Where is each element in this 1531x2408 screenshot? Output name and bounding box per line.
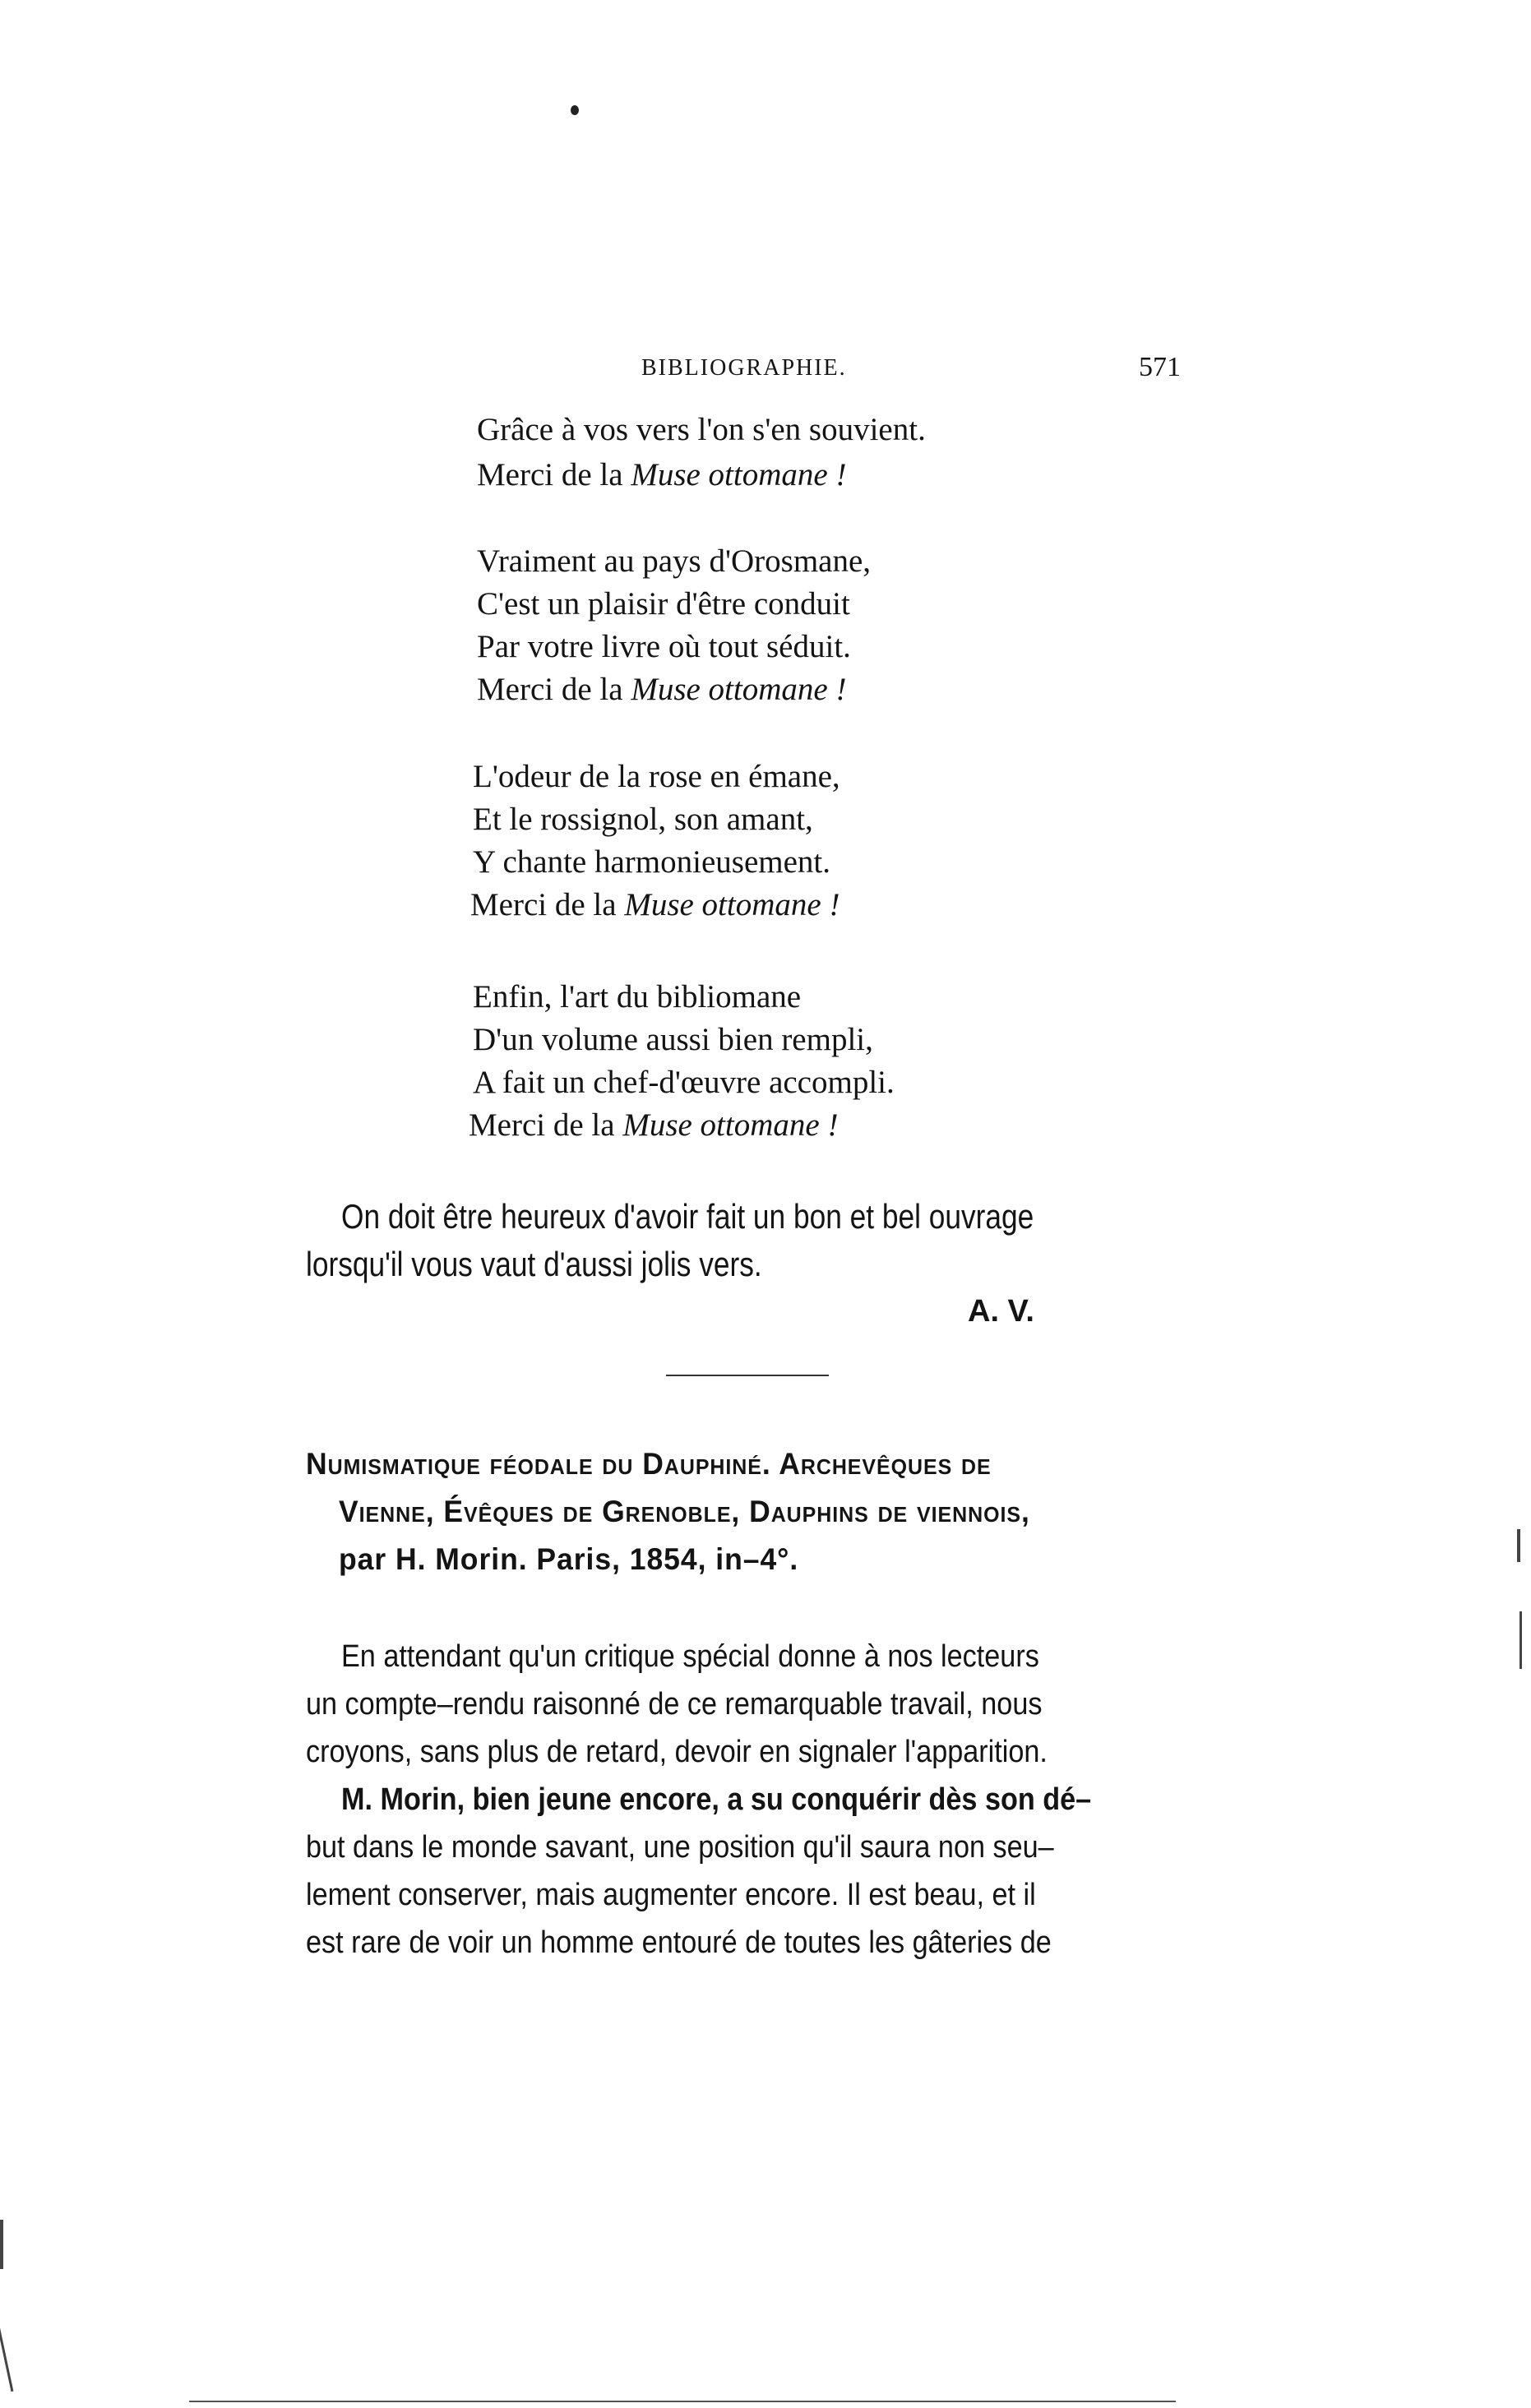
page-number: 571 [1139, 352, 1181, 382]
closing-line: On doit être heureux d'avoir fait un bon et bel ouvrage [341, 1197, 1034, 1236]
review-title-line: Vienne, Évêques de Grenoble, Dauphins de viennois, [339, 1495, 1030, 1528]
scan-edge-mark [0, 2303, 13, 2392]
review-body-line: M. Morin, bien jeune encore, a su conquérir dès son dé– [341, 1782, 1092, 1817]
scan-edge-mark [1519, 1611, 1522, 1669]
running-head: BIBLIOGRAPHIE. [641, 355, 847, 381]
scan-edge-mark [189, 2401, 1176, 2402]
review-body-line: croyons, sans plus de retard, devoir en signaler l'apparition. [306, 1735, 1048, 1769]
scan-edge-mark [0, 2220, 3, 2269]
ink-speck [571, 105, 579, 115]
poem-line: Enfin, l'art du bibliomane [473, 979, 802, 1015]
poem-line: Vraiment au pays d'Orosmane, [477, 543, 872, 579]
poem-line: C'est un plaisir d'être conduit [477, 586, 850, 622]
review-body-line: un compte–rendu raisonné de ce remarquable travail, nous [306, 1687, 1043, 1722]
poem-refrain: Merci de la Muse ottomane ! [469, 1107, 839, 1143]
scan-edge-mark [1517, 1529, 1520, 1562]
poem-refrain: Merci de la Muse ottomane ! [477, 672, 847, 707]
review-body-line: but dans le monde savant, une position qu'il saura non seu– [306, 1830, 1054, 1865]
review-title-line: Numismatique féodale du Dauphiné. Archevêques de [306, 1447, 992, 1481]
section-divider [666, 1375, 829, 1376]
poem-line: Par votre livre où tout séduit. [477, 629, 851, 664]
poem-line: Grâce à vos vers l'on s'en souvient. [477, 412, 926, 447]
poem-line: D'un volume aussi bien rempli, [473, 1022, 873, 1057]
review-body-line: En attendant qu'un critique spécial donne à nos lecteurs [341, 1639, 1039, 1674]
poem-line: Et le rossignol, son amant, [473, 802, 813, 837]
poem-line: A fait un chef-d'œuvre accompli. [473, 1065, 895, 1100]
poem-refrain: Merci de la Muse ottomane ! [470, 887, 840, 922]
review-title-line: par H. Morin. Paris, 1854, in–4°. [339, 1542, 799, 1576]
poem-refrain: Merci de la Muse ottomane ! [477, 457, 847, 492]
review-body-line: est rare de voir un homme entouré de toutes les gâteries de [306, 1925, 1052, 1960]
signature: A. V. [968, 1294, 1034, 1329]
poem-line: L'odeur de la rose en émane, [473, 759, 840, 794]
closing-line: lorsqu'il vous vaut d'aussi jolis vers. [306, 1245, 762, 1283]
poem-line: Y chante harmonieusement. [473, 844, 830, 880]
review-body-line: lement conserver, mais augmenter encore. Il est beau, et il [306, 1878, 1036, 1912]
